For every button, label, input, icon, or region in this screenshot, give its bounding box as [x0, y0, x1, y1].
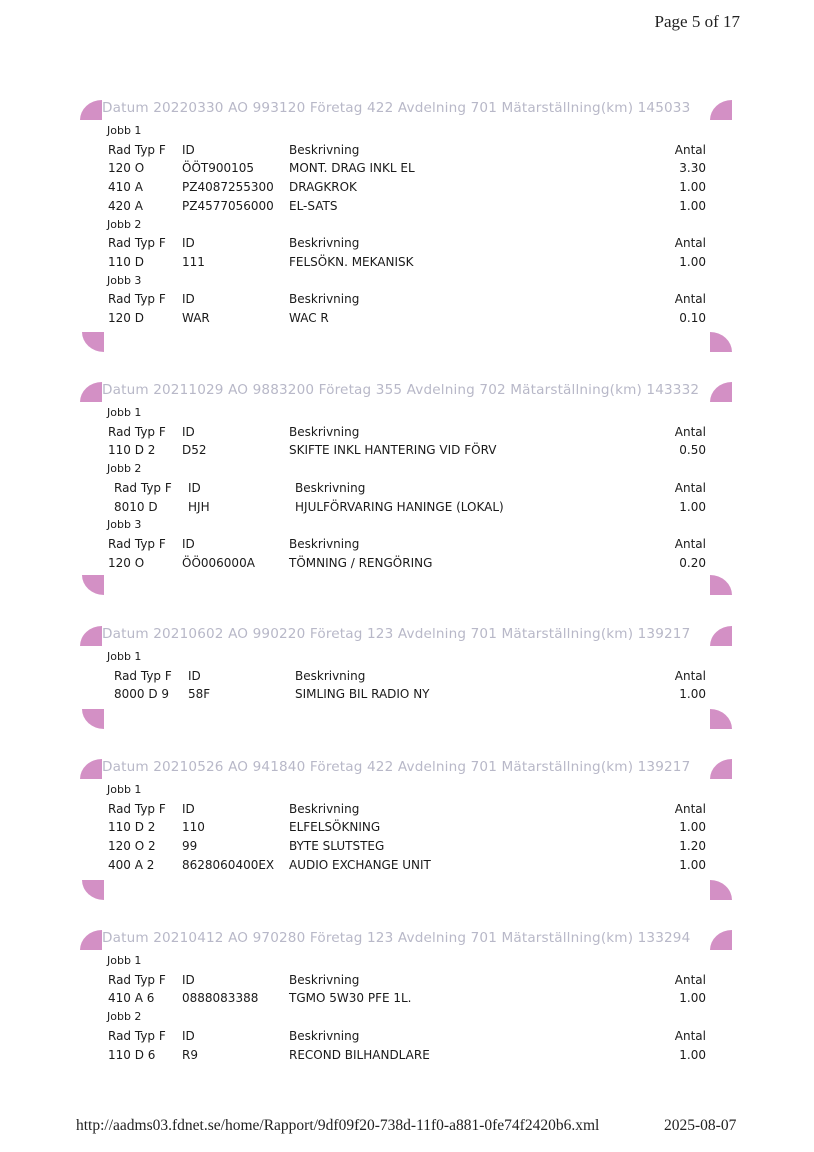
col-antal: Antal: [674, 801, 706, 816]
cell-rad: 110 D 6: [108, 1047, 156, 1062]
col-antal: Antal: [674, 972, 706, 987]
cell-rad: 120 D: [108, 311, 144, 325]
col-antal: Antal: [674, 480, 706, 495]
record-header: Datum 20211029 AO 9883200 Företag 355 Avdelning 702 Mätarställning(km) 143332: [102, 382, 700, 398]
col-rad-typ-f: Rad Typ F: [108, 292, 166, 307]
cell-id: 110: [182, 820, 205, 835]
cell-antal: 1.00: [679, 857, 706, 872]
cell-antal: 0.50: [679, 443, 706, 458]
column-header-row: [80, 423, 732, 442]
col-rad-typ-f: Rad Typ F: [108, 142, 166, 157]
column-header-row: [80, 234, 732, 253]
column-header-row: [80, 800, 732, 819]
corner-mark: [80, 100, 102, 120]
col-beskrivning: Beskrivning: [289, 424, 360, 439]
corner-mark: [710, 880, 732, 900]
cell-rad: 410 A 6: [108, 991, 155, 1006]
cell-beskrivning: TÖMNING / RENGÖRING: [289, 555, 433, 570]
corner-mark: [80, 930, 102, 950]
col-rad-typ-f: Rad Typ F: [108, 236, 166, 251]
cell-rad: 8010 D: [114, 499, 158, 514]
col-id: ID: [182, 1028, 195, 1043]
cell-antal: 3.30: [679, 161, 706, 176]
cell-beskrivning: FELSÖKN. MEKANISK: [289, 254, 414, 269]
column-header-row: [80, 1027, 732, 1046]
corner-mark: [710, 100, 732, 120]
corner-mark: [710, 382, 732, 402]
cell-beskrivning: RECOND BILHANDLARE: [289, 1047, 430, 1062]
col-beskrivning: Beskrivning: [289, 1028, 360, 1043]
col-id: ID: [182, 801, 195, 816]
table-row: [80, 554, 732, 573]
table-row: [80, 989, 732, 1008]
col-id: ID: [182, 142, 195, 157]
footer-url: http://aadms03.fdnet.se/home/Rapport/9df09f20-738d-11f0-a881-0fe74f2420b6.xml: [76, 1117, 600, 1134]
cell-rad: 8000 D 9: [114, 687, 170, 702]
column-header-row: [80, 535, 732, 554]
col-beskrivning: Beskrivning: [289, 536, 360, 551]
cell-beskrivning: WAC R: [289, 311, 329, 325]
cell-id: 111: [182, 254, 205, 269]
col-rad-typ-f: Rad Typ F: [108, 1028, 166, 1043]
job-title-row: [80, 648, 732, 667]
corner-mark: [710, 626, 732, 646]
table-row: [80, 1046, 732, 1065]
cell-rad: 400 A 2: [108, 857, 155, 872]
col-beskrivning: Beskrivning: [289, 292, 360, 307]
table-row: [80, 309, 732, 328]
cell-beskrivning: ELFELSÖKNING: [289, 820, 381, 835]
cell-id: R9: [182, 1047, 198, 1062]
cell-beskrivning: BYTE SLUTSTEG: [289, 839, 385, 854]
job-title: Jobb 2: [107, 1010, 142, 1024]
cell-beskrivning: MONT. DRAG INKL EL: [289, 161, 415, 176]
col-id: ID: [188, 668, 201, 683]
corner-mark: [80, 759, 102, 779]
col-beskrivning: Beskrivning: [295, 668, 366, 683]
col-id: ID: [182, 236, 195, 251]
corner-mark: [82, 709, 104, 729]
table-row: [80, 498, 732, 517]
corner-mark: [710, 575, 732, 595]
column-header-row: [80, 971, 732, 990]
job-title-row: [80, 1008, 732, 1027]
table-row: [80, 197, 732, 216]
job-title-row: [80, 516, 732, 535]
job-title: Jobb 1: [107, 954, 142, 967]
corner-mark: [82, 332, 104, 352]
footer-date: 2025-08-07: [664, 1117, 737, 1134]
cell-rad: 110 D 2: [108, 820, 156, 835]
col-rad-typ-f: Rad Typ F: [114, 668, 172, 683]
col-antal: Antal: [674, 142, 706, 157]
job-title: Jobb 3: [107, 273, 142, 287]
job-title-row: [80, 952, 732, 971]
cell-antal: 1.00: [679, 254, 706, 269]
col-beskrivning: Beskrivning: [289, 142, 360, 157]
corner-mark: [710, 930, 732, 950]
table-row: [80, 856, 732, 875]
column-header-row: [80, 290, 732, 309]
col-beskrivning: Beskrivning: [289, 801, 360, 816]
col-antal: Antal: [674, 1028, 706, 1043]
table-row: [80, 178, 732, 197]
cell-id: WAR: [182, 311, 210, 325]
cell-antal: 1.00: [679, 991, 706, 1006]
record-header: Datum 20210412 AO 970280 Företag 123 Avdelning 701 Mätarställning(km) 133294: [102, 930, 691, 946]
cell-id: HJH: [188, 499, 210, 514]
col-beskrivning: Beskrivning: [295, 480, 366, 495]
cell-rad: 410 A: [108, 180, 143, 195]
corner-mark: [80, 626, 102, 646]
cell-id: 99: [182, 839, 198, 854]
table-row: [80, 441, 732, 460]
cell-id: 8628060400EX: [182, 857, 275, 872]
cell-antal: 1.00: [679, 687, 706, 702]
cell-antal: 1.00: [679, 499, 706, 514]
job-title: Jobb 2: [107, 217, 142, 231]
col-id: ID: [188, 480, 201, 495]
job-title: Jobb 1: [107, 406, 142, 419]
record-header: Datum 20210602 AO 990220 Företag 123 Avdelning 701 Mätarställning(km) 139217: [102, 626, 691, 642]
cell-antal: 1.20: [679, 839, 706, 854]
cell-id: 0888083388: [182, 991, 259, 1006]
job-title-row: [80, 460, 732, 479]
corner-mark: [80, 382, 102, 402]
column-header-row: [80, 667, 732, 686]
table-row: [80, 837, 732, 856]
col-rad-typ-f: Rad Typ F: [114, 480, 172, 495]
cell-rad: 420 A: [108, 198, 143, 213]
corner-mark: [82, 575, 104, 595]
col-antal: Antal: [674, 424, 706, 439]
col-rad-typ-f: Rad Typ F: [108, 424, 166, 439]
cell-rad: 120 O: [108, 555, 145, 570]
table-row: [80, 159, 732, 178]
record-header: Datum 20220330 AO 993120 Företag 422 Avdelning 701 Mätarställning(km) 145033: [102, 100, 691, 116]
cell-id: PZ4577056000: [182, 198, 274, 213]
cell-rad: 120 O: [108, 161, 145, 176]
job-title: Jobb 2: [107, 462, 142, 476]
cell-id: D52: [182, 443, 207, 458]
table-row: [80, 818, 732, 837]
corner-mark: [710, 709, 732, 729]
job-title-row: [80, 404, 732, 423]
cell-antal: 0.20: [679, 555, 706, 570]
cell-beskrivning: EL-SATS: [289, 198, 338, 213]
cell-rad: 120 O 2: [108, 839, 156, 854]
column-header-row: [80, 479, 732, 498]
page-number: Page 5 of 17: [654, 12, 740, 31]
job-title: Jobb 1: [107, 124, 142, 137]
col-beskrivning: Beskrivning: [289, 972, 360, 987]
job-title-row: [80, 122, 732, 141]
job-title-row: [80, 781, 732, 800]
job-title: Jobb 3: [107, 518, 142, 532]
cell-id: ÖÖ006000A: [182, 555, 255, 570]
record-header: Datum 20210526 AO 941840 Företag 422 Avdelning 701 Mätarställning(km) 139217: [102, 759, 691, 775]
job-title-row: [80, 272, 732, 291]
cell-antal: 1.00: [679, 198, 706, 213]
cell-beskrivning: AUDIO EXCHANGE UNIT: [289, 857, 431, 872]
column-header-row: [80, 141, 732, 160]
cell-antal: 1.00: [679, 1047, 706, 1062]
col-beskrivning: Beskrivning: [289, 236, 360, 251]
cell-id: 58F: [188, 687, 211, 702]
corner-mark: [82, 880, 104, 900]
col-id: ID: [182, 292, 195, 307]
cell-antal: 0.10: [679, 311, 706, 325]
cell-antal: 1.00: [679, 180, 706, 195]
col-rad-typ-f: Rad Typ F: [108, 801, 166, 816]
cell-id: PZ4087255300: [182, 180, 274, 195]
col-antal: Antal: [674, 236, 706, 251]
job-title-row: [80, 216, 732, 235]
table-row: [80, 685, 732, 704]
col-antal: Antal: [674, 536, 706, 551]
col-id: ID: [182, 972, 195, 987]
job-title: Jobb 1: [107, 650, 142, 663]
col-id: ID: [182, 424, 195, 439]
col-antal: Antal: [674, 668, 706, 683]
table-row: [80, 253, 732, 272]
job-title: Jobb 1: [107, 783, 142, 796]
cell-beskrivning: SKIFTE INKL HANTERING VID FÖRV: [289, 443, 497, 458]
corner-mark: [710, 759, 732, 779]
cell-rad: 110 D: [108, 254, 144, 269]
cell-beskrivning: TGMO 5W30 PFE 1L.: [289, 991, 412, 1006]
col-id: ID: [182, 536, 195, 551]
cell-beskrivning: HJULFÖRVARING HANINGE (LOKAL): [295, 499, 504, 514]
cell-beskrivning: SIMLING BIL RADIO NY: [295, 687, 430, 702]
col-rad-typ-f: Rad Typ F: [108, 972, 166, 987]
col-antal: Antal: [674, 292, 706, 307]
cell-beskrivning: DRAGKROK: [289, 180, 357, 195]
corner-mark: [710, 332, 732, 352]
cell-id: ÖÖT900105: [182, 161, 255, 176]
cell-antal: 1.00: [679, 820, 706, 835]
col-rad-typ-f: Rad Typ F: [108, 536, 166, 551]
cell-rad: 110 D 2: [108, 443, 156, 458]
